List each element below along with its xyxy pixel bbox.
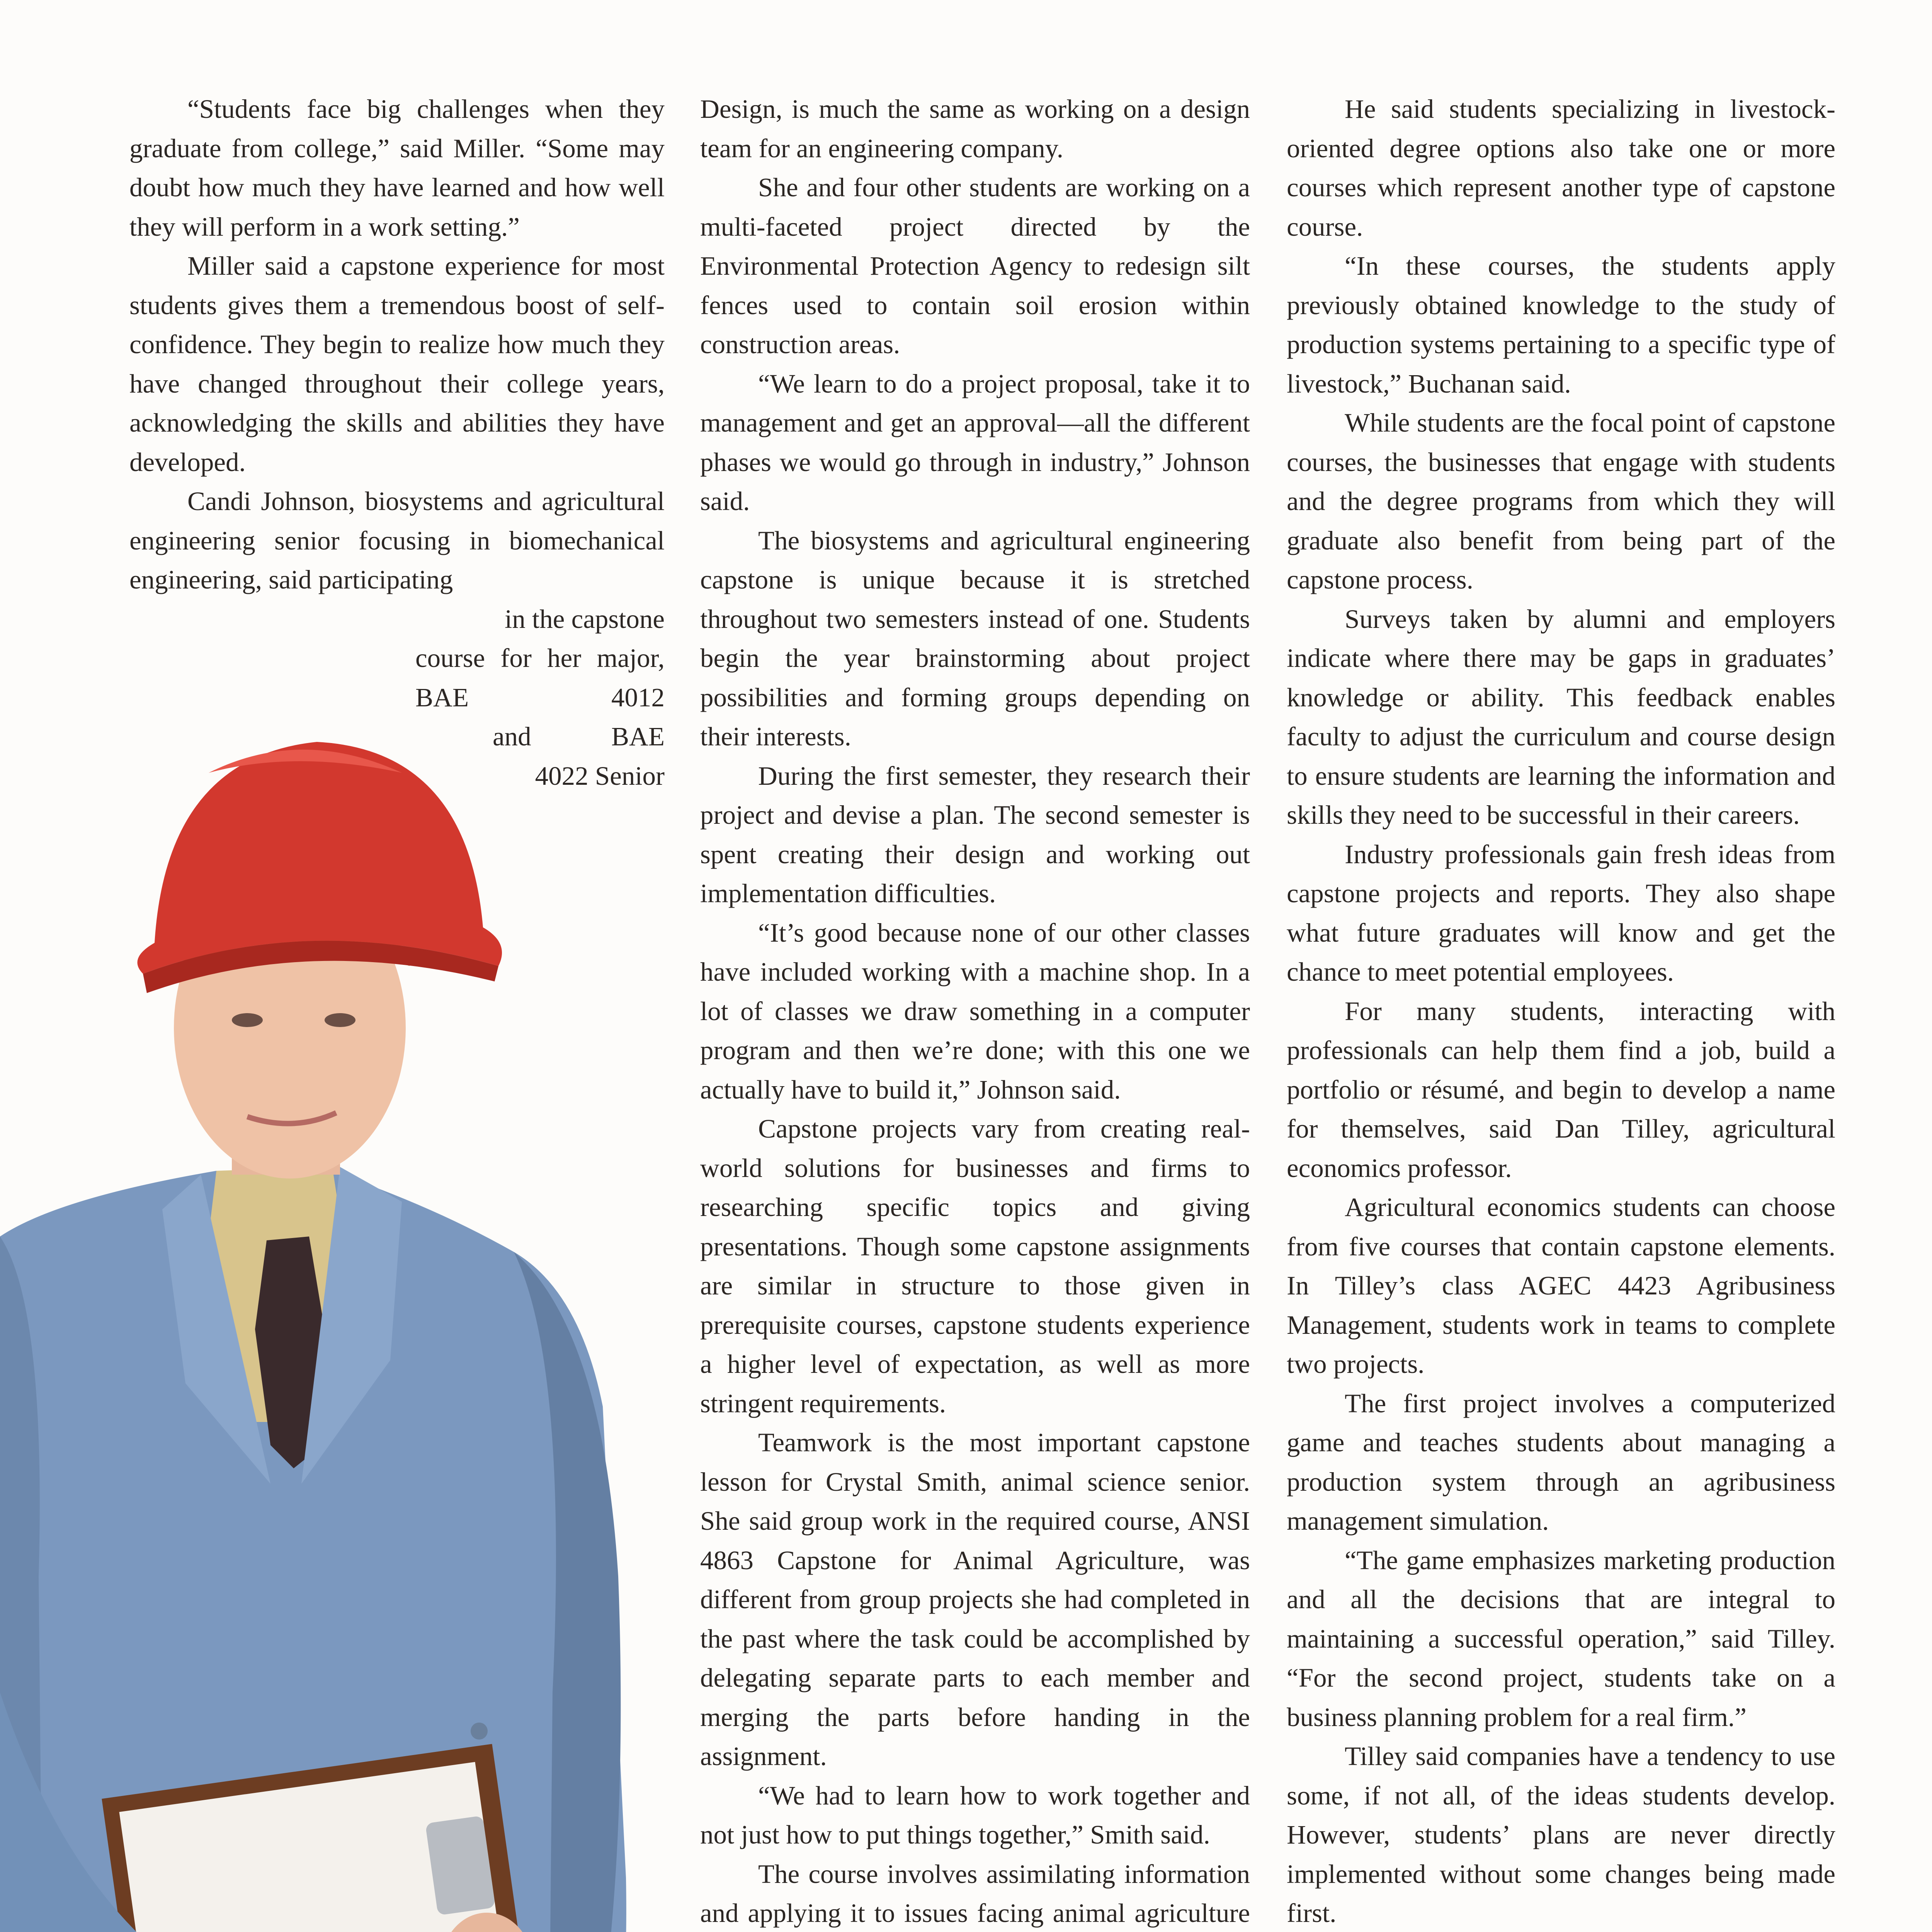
paragraph: Surveys taken by alumni and employers indicate where there may be gaps in graduates’ knowledge or ability. This feedback enables faculty to adjust the curriculum and course design to ensure students are learning the information and skills they need to be successful in their careers.: [1287, 604, 1835, 830]
article-column-2: [700, 90, 1250, 1932]
paragraph: Capstone projects vary from creating real-world solutions for businesses and firms to researching specific topics and giving presentations. Though some capstone assignments are similar in structure to those given in prerequisite courses, capstone students experience a higher level of expectation, as well as more stringent requirements.: [700, 1114, 1250, 1418]
paragraph: During the first semester, they research their project and devise a plan. The second semester is spent creating their design and working out implementation difficulties.: [700, 761, 1250, 908]
student-photo: [0, 726, 638, 1932]
paragraph: “The game emphasizes marketing production and all the decisions that are integral to maintaining a successful operation,” said Tilley. “For the second project, students take on a business planning problem for a real firm.”: [1287, 1545, 1835, 1732]
paragraph: The first project involves a computerized game and teaches students about managing a production system through an agribusiness management simulation.: [1287, 1388, 1835, 1536]
paragraph: “We learn to do a project proposal, take it to management and get an approval—all the different phases we would go through in industry,” Johnson said.: [700, 369, 1250, 516]
paragraph: “We had to learn how to work together and not just how to put things together,” Smith said.: [700, 1781, 1250, 1849]
article-column-3: [1287, 90, 1835, 1932]
wrapped-line: and BAE: [493, 722, 665, 751]
wrapped-line: in the capstone: [505, 604, 665, 634]
paragraph: Design, is much the same as working on a design team for an engineering company.: [700, 94, 1250, 163]
wrapped-line: 4022 Senior: [535, 761, 665, 791]
paragraph: While students are the focal point of capstone courses, the businesses that engage with students and the degree programs from which they will graduate also benefit from being part of the capstone process.: [1287, 408, 1835, 594]
paragraph: “Students face big challenges when they graduate from college,” said Miller. “Some may doubt how much they have learned and how well they will perform in a work setting.”: [129, 94, 665, 242]
paragraph: The course involves assimilating information and applying it to issues facing animal agriculture: [700, 1859, 1250, 1928]
paragraph: Teamwork is the most important capstone lesson for Crystal Smith, animal science senior. She said group work in the required course, ANSI 4863 Capstone for Animal Agriculture, was different from group projects she had completed in the past where the task could be accomplished by delegating separate parts to each member and merging the parts before handing in the assignment.: [700, 1428, 1250, 1771]
paragraph: “It’s good because none of our other classes have included working with a machine shop. In a lot of classes we draw something in a computer program and then we’re done; with this one we actually have to build it,” Johnson said.: [700, 918, 1250, 1104]
paragraph: He said students specializing in livestock-oriented degree options also take one or more courses which represent another type of capstone course.: [1287, 94, 1835, 242]
paragraph: Candi Johnson, biosystems and agricultural engineering senior focusing in biomechanical engineering, said participating: [129, 486, 665, 594]
article-column-1: [129, 90, 665, 796]
paragraph: Tilley said companies have a tendency to use some, if not all, of the ideas students develop. However, students’ plans are never directly implemented without some changes being made first.: [1287, 1742, 1835, 1928]
paragraph: The biosystems and agricultural engineering capstone is unique because it is stretched throughout two semesters instead of one. Students begin the year brainstorming about project possibilities and forming groups depending on their interests.: [700, 526, 1250, 751]
paragraph: She and four other students are working on a multi-faceted project directed by the Environmental Protection Agency to redesign silt fences used to contain soil erosion within construction areas.: [700, 173, 1250, 359]
paragraph: For many students, interacting with professionals can help them find a job, build a portfolio or résumé, and begin to develop a name for themselves, said Dan Tilley, agricultural economics professor.: [1287, 996, 1835, 1183]
wrapped-line: course for her major, BAE 4012: [415, 643, 665, 712]
paragraph: Miller said a capstone experience for most students gives them a tremendous boost of self-confidence. They begin to realize how much they have changed throughout their college years, acknowledging the skills and abilities they have developed.: [129, 251, 665, 477]
paragraph: “In these courses, the students apply previously obtained knowledge to the study of production systems pertaining to a specific type of livestock,” Buchanan said.: [1287, 251, 1835, 398]
paragraph: Agricultural economics students can choose from five courses that contain capstone elements. In Tilley’s class AGEC 4423 Agribusiness Management, students work in teams to complete two projects.: [1287, 1192, 1835, 1379]
paragraph: Industry professionals gain fresh ideas from capstone projects and reports. They also shape what future graduates will know and get the chance to meet potential employees.: [1287, 839, 1835, 986]
